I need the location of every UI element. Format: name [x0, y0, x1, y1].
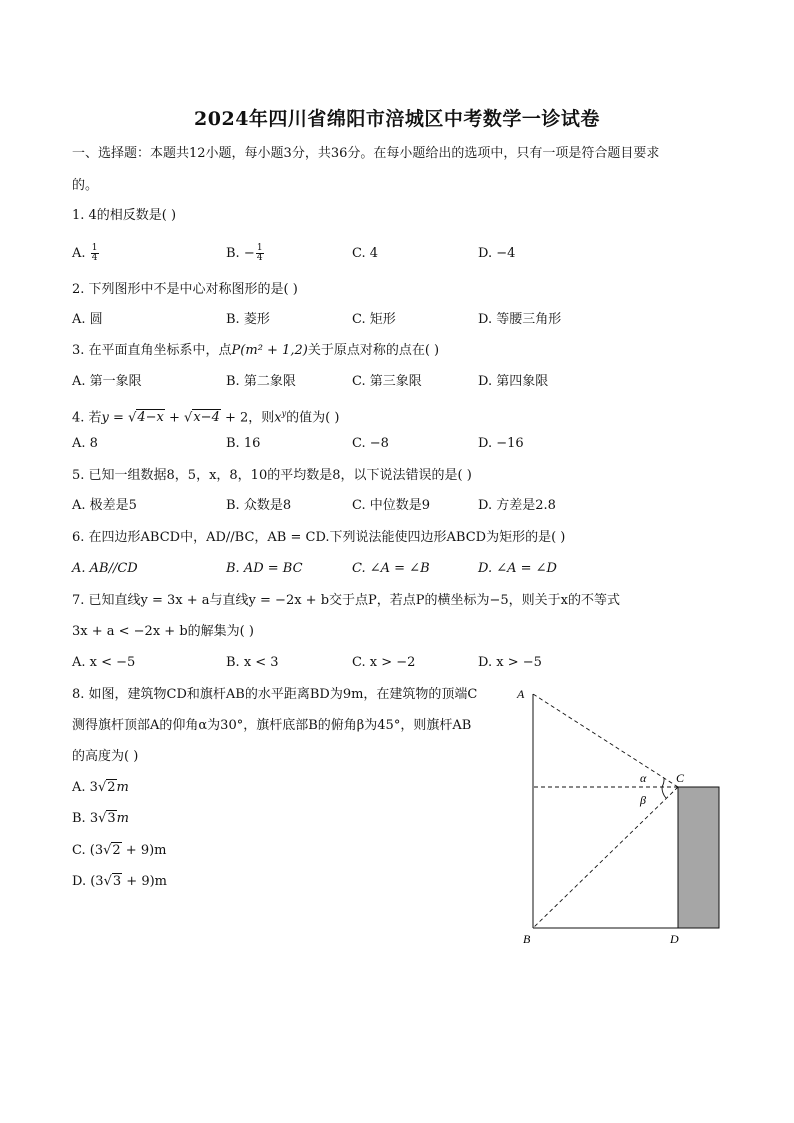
q4-option-a: A. 8: [72, 436, 98, 451]
sight-line-cb: [533, 787, 678, 928]
q5-stem: 5. 已知一组数据8，5，x，8，10的平均数是8，以下说法错误的是( ): [72, 468, 472, 483]
q8-option-b: B. 3√3m: [72, 811, 129, 826]
q1-option-b: B. − $\frac{1}{4}$: [226, 243, 263, 263]
q5-option-b: B. 众数是8: [226, 498, 292, 513]
label-beta: β: [640, 793, 646, 807]
label-c: C: [676, 771, 685, 785]
fraction: $\frac{1}{4}$: [256, 243, 263, 263]
q4-option-d: D. −16: [478, 436, 524, 451]
q2-stem: 2. 下列图形中不是中心对称图形的是( ): [72, 282, 298, 297]
q7-option-a: A. x < −5: [72, 655, 136, 670]
q7-option-d: D. x > −5: [478, 655, 542, 670]
q4-stem: 4. 若y = √4−x + √x−4 + 2，则$x^y$的值为( ): [72, 409, 340, 426]
section-heading: 一、选择题：本题共12小题，每小题3分，共36分。在每小题给出的选项中，只有一项是符合题目要求: [72, 146, 660, 161]
q3-option-a: A. 第一象限: [72, 374, 142, 389]
q3-stem: 3. 在平面直角坐标系中，点P(m² + 1,2)关于原点对称的点在( ): [72, 343, 440, 358]
label-a: A: [517, 687, 525, 701]
q6-option-c: C. ∠A = ∠B: [352, 561, 430, 576]
q4-option-c: C. −8: [352, 436, 389, 451]
q3-option-b: B. 第二象限: [226, 374, 296, 389]
label-b: B: [523, 932, 531, 946]
q8-option-d: D. (3√3 + 9)m: [72, 874, 167, 889]
q3-option-d: D. 第四象限: [478, 374, 549, 389]
angle-arc-beta: [662, 787, 666, 798]
q8-option-c: C. (3√2 + 9)m: [72, 843, 167, 858]
q2-option-b: B. 菱形: [226, 312, 270, 327]
q6-option-b: B. AD = BC: [226, 561, 303, 576]
q2-option-a: A. 圆: [72, 312, 103, 327]
section-heading-cont: 的。: [72, 178, 99, 193]
q2-option-c: C. 矩形: [352, 312, 396, 327]
q6-stem: 6. 在四边形ABCD中，AD//BC，AB = CD.下列说法能使四边形ABCD为矩形的是( ): [72, 530, 566, 545]
fraction: $\frac{1}{4}$: [91, 243, 98, 263]
q5-option-c: C. 中位数是9: [352, 498, 431, 513]
label-d: D: [670, 932, 679, 946]
q2-option-d: D. 等腰三角形: [478, 312, 562, 327]
q1-stem: 1. 4的相反数是( ): [72, 208, 177, 223]
q7-option-c: C. x > −2: [352, 655, 416, 670]
q1-option-c: C. 4: [352, 246, 379, 261]
q6-option-d: D. ∠A = ∠D: [478, 561, 557, 576]
q8-stem-line2: 测得旗杆顶部A的仰角α为30°，旗杆底部B的俯角β为45°，则旗杆AB: [72, 718, 472, 733]
q7-option-b: B. x < 3: [226, 655, 279, 670]
label-alpha: α: [640, 771, 647, 785]
q4-option-b: B. 16: [226, 436, 261, 451]
building-cd: [678, 787, 719, 928]
q5-option-d: D. 方差是2.8: [478, 498, 556, 513]
q8-stem-line1: 8. 如图，建筑物CD和旗杆AB的水平距离BD为9m，在建筑物的顶端C: [72, 687, 478, 702]
page-title: 2024年四川省绵阳市涪城区中考数学一诊试卷: [194, 108, 600, 130]
q8-stem-line3: 的高度为( ): [72, 749, 139, 764]
q1-option-a: A. $\frac{1}{4}$: [72, 243, 98, 263]
angle-arc-alpha: [662, 778, 664, 787]
q6-option-a: A. AB//CD: [72, 561, 138, 576]
sight-line-ca: [533, 694, 678, 787]
geometry-figure: [510, 682, 740, 952]
q8-option-a: A. 3√2m: [72, 780, 129, 795]
q3-option-c: C. 第三象限: [352, 374, 422, 389]
q1-option-d: D. −4: [478, 246, 516, 261]
q7-stem-cont: 3x + a < −2x + b的解集为( ): [72, 624, 254, 639]
q7-stem: 7. 已知直线y = 3x + a与直线y = −2x + b交于点P，若点P的横坐标为−5，则关于x的不等式: [72, 593, 621, 608]
q5-option-a: A. 极差是5: [72, 498, 137, 513]
